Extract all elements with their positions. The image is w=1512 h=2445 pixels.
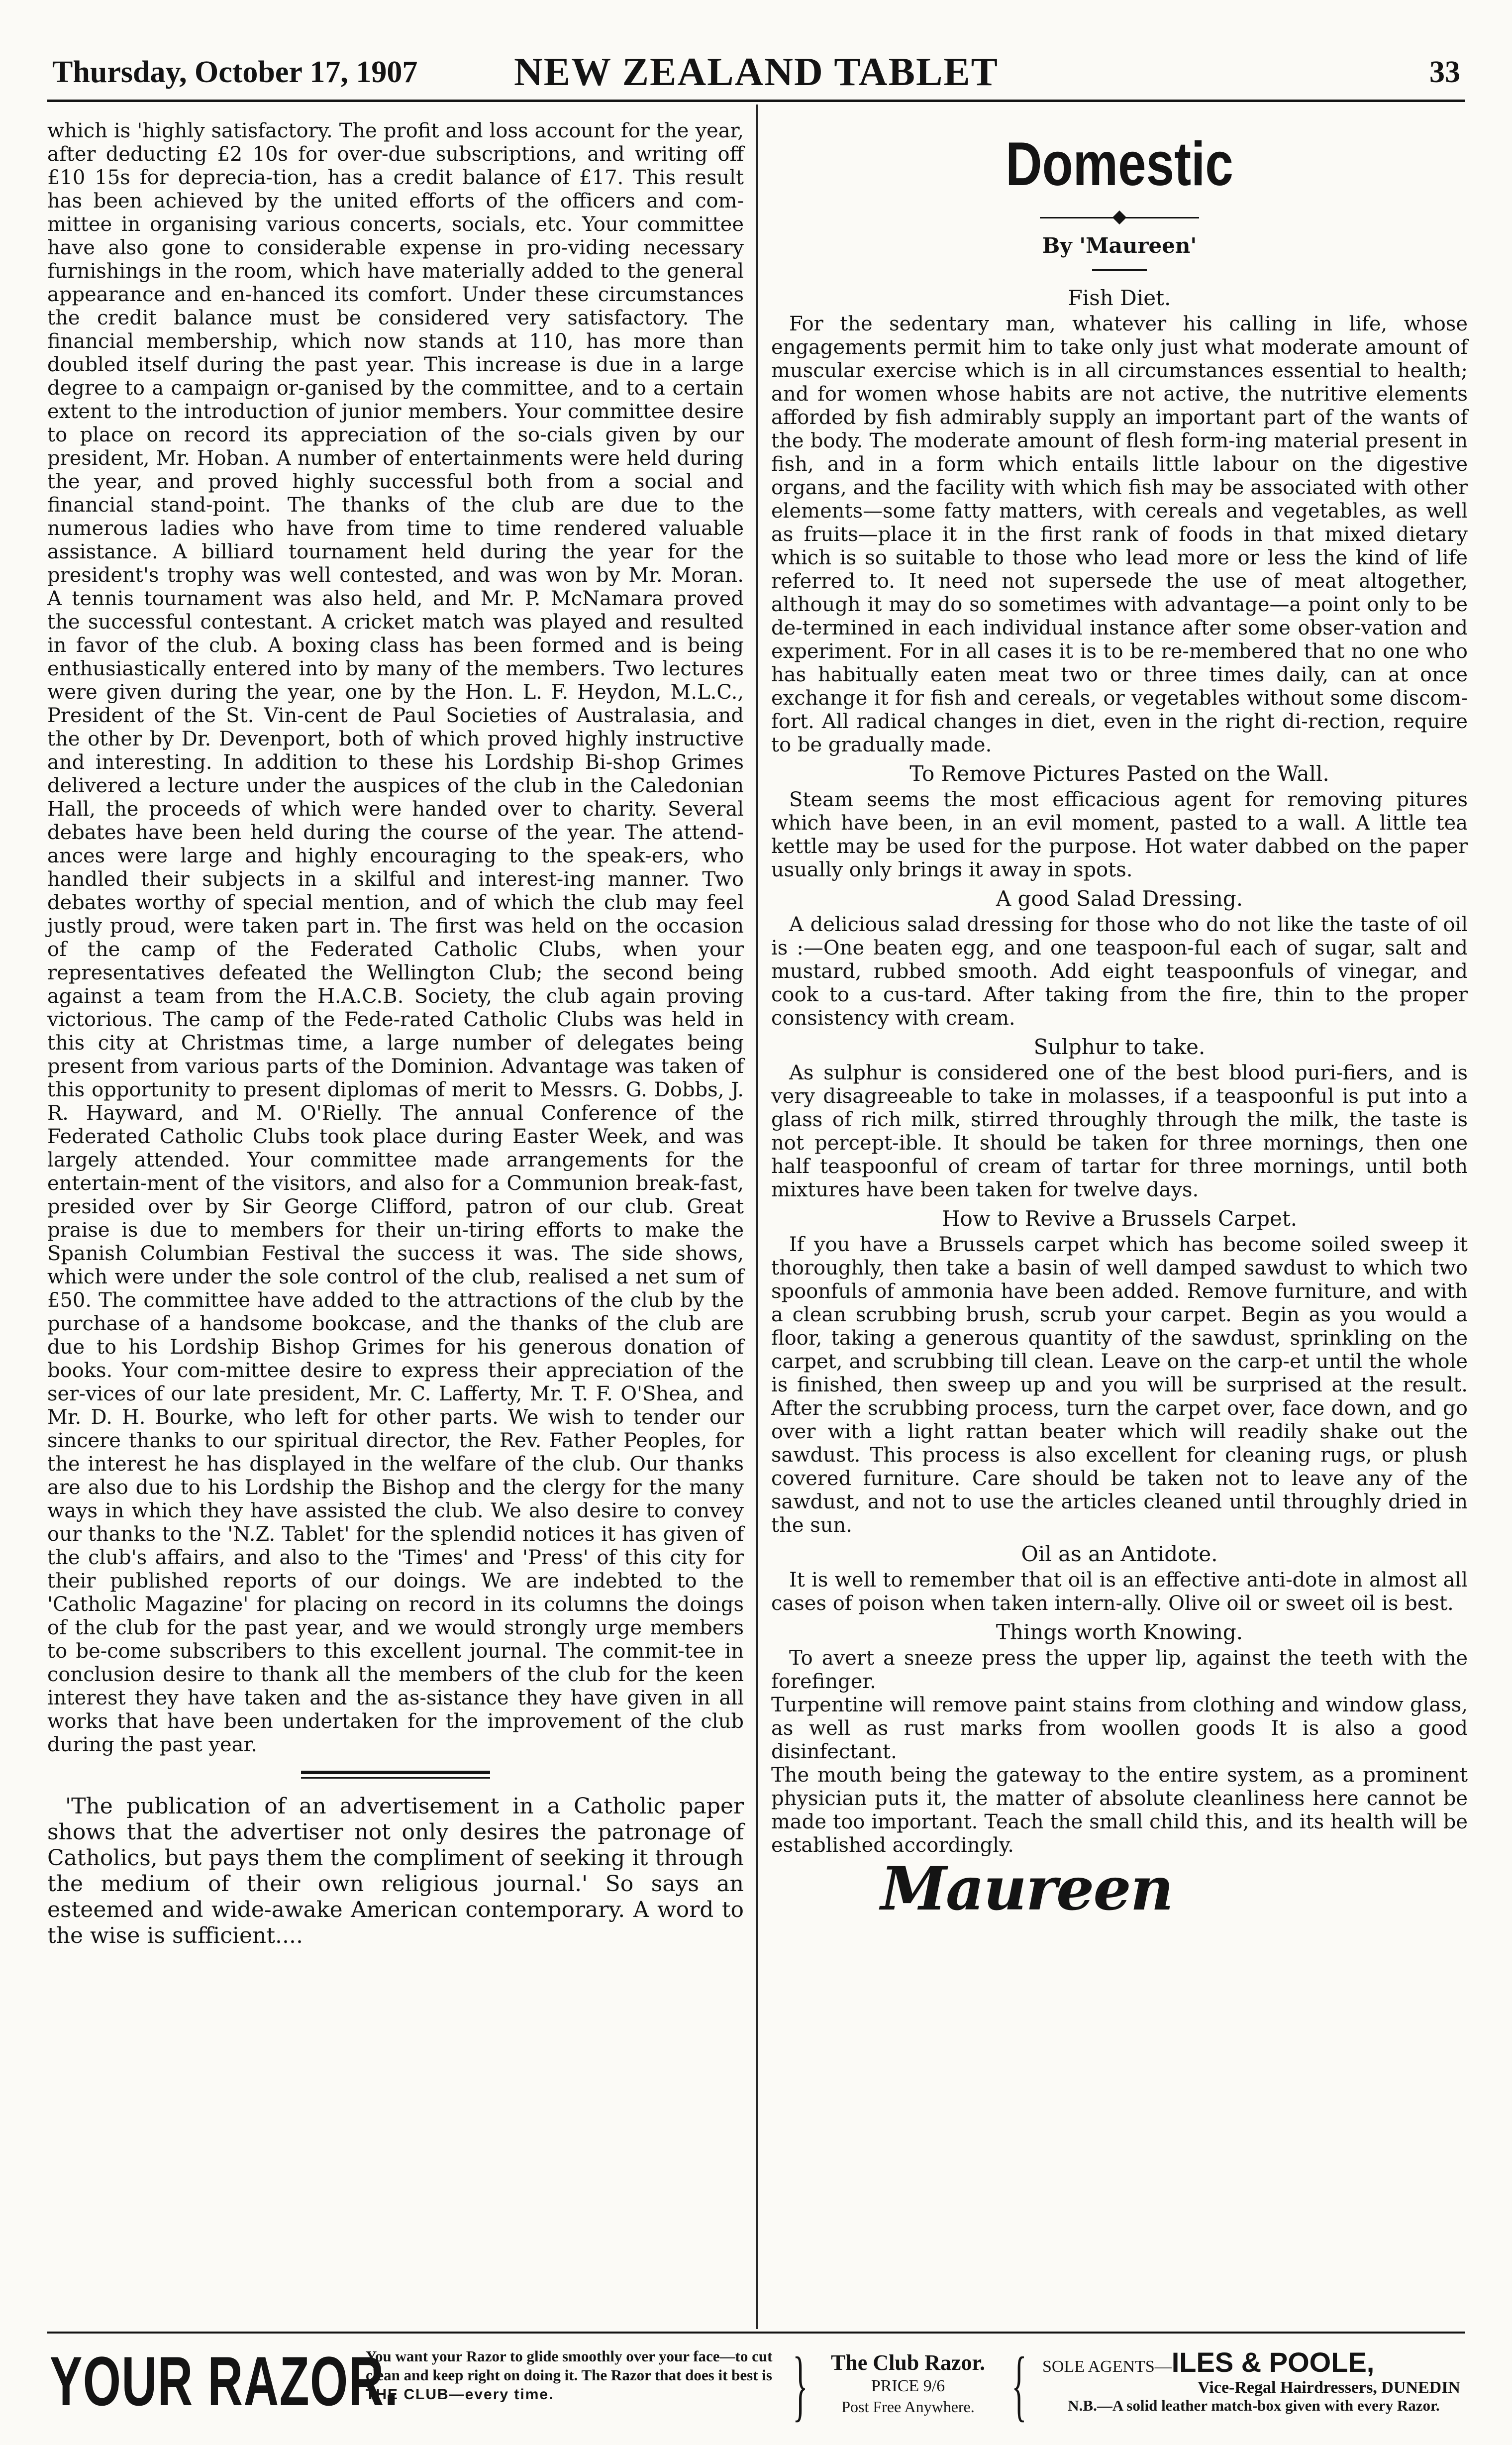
section-heading: Things worth Knowing. (996, 1620, 1243, 1644)
brace-right: { (1011, 2340, 1027, 2429)
domestic-title: Domestic (1006, 130, 1233, 199)
advertising-quote: 'The publication of an advertisement in a Catholic paper shows that the advertiser not only desires the patronage of Catholics, but pays them the compliment of seeking it through the medium of their own religious journal.' So says an esteemed and wide-awake American contemporary. A word to the wise is sufficient.... (47, 1794, 744, 1948)
page-header (47, 50, 1465, 97)
ad-body-brand: THE CLUB—every time. (366, 2386, 554, 2403)
footer-rule (47, 2332, 1465, 2334)
byline: By 'Maureen' (1042, 233, 1197, 258)
agents-note: N.B.—A solid leather match-box given with every Razor. (1068, 2397, 1440, 2414)
product-price: PRICE 9/6 (871, 2377, 945, 2395)
issue-date: Thursday, October 17, 1907 (52, 55, 418, 89)
agents-address: Vice-Regal Hairdressers, DUNEDIN (1198, 2378, 1460, 2397)
agents-name: ILES & POOLE, (1171, 2346, 1375, 2378)
section-heading: How to Revive a Brussels Carpet. (941, 1206, 1298, 1231)
section-text: For the sedentary man, whatever his calling in life, whose engagements permit him to take only just what moderate amount of muscular exercise which is in all circumstances essential to health; and for women whose habits are not active, the nutritive elements afforded by fish admirably supply an important part of the wants of the body. The moderate amount of flesh form-ing material present in fish, and in a form which entails little labour on the digestive organs, and the facility with which fish may be associated with other elements—some fatty matters, with cereals and vegetables, as well as fruits—place it in the first rank of foods in that mixed dietary which is so suitable to those who lead more or less the kind of life referred to. It need not supersede the use of meat altogether, although it may do so sometimes with advantage—a point only to be de-termined in each individual instance after some obser-vation and experiment. For in all cases it is to be re-membered that no one who has habitually eaten meat two or three times daily, can at once exchange it for fish and cereals, or vegetables without some discom-fort. All radical changes in diet, even in the right di-rection, require to be gradually made. (771, 313, 1468, 756)
ad-agents (1042, 2346, 1465, 2414)
section-text: A delicious salad dressing for those who do not like the taste of oil is :—One beaten egg, and one teaspoon-ful each of sugar, salt and mustard, rubbed smooth. Add eight teaspoonfuls of vinegar, and cook to a cus-tard. After taking from the fire, thin to the proper consistency with cream. (771, 913, 1468, 1030)
section-heading: Oil as an Antidote. (1021, 1542, 1218, 1566)
short-rule (1092, 269, 1147, 271)
masthead-title: NEW ZEALAND TABLET (513, 50, 999, 94)
header-rule (47, 100, 1465, 102)
separator-rule (301, 1771, 490, 1774)
section-heading: Fish Diet. (1068, 286, 1171, 310)
section-text: Steam seems the most efficacious agent for removing pitures which have been, in an evil moment, pasted to a wall. A little tea kettle may be used for the purpose. Hot water dabbed on the paper usually only brings it away in spots. (771, 788, 1468, 881)
signature-text: Maureen (881, 1854, 1173, 1924)
product-postage: Post Free Anywhere. (841, 2398, 975, 2416)
section-text: If you have a Brussels carpet which has become soiled sweep it thoroughly, then take a basin of well damped sawdust to which two spoonfuls of ammonia have been added. Remove furniture, and with a clean scrubbing brush, scrub your carpet. Begin as you would a floor, taking a generous quantity of the sawdust, sprinkling on the carpet, and scrubbing till clean. Leave on the carp-et until the whole is finished, then sweep up and you will be surprised at the result. After the scrubbing process, turn the carpet over, face down, and go over with a light rattan beater which will readily shake out the sawdust. This process is also excellent for cleaning rugs, or plush covered furniture. Care should be taken not to leave any of the sawdust, and not to use the articles cleaned until throughly dried in the sun. (771, 1233, 1468, 1537)
product-name: The Club Razor. (830, 2350, 986, 2375)
razor-advertisement (47, 2339, 1465, 2439)
ad-body-text: You want your Razor to glide smoothly over your face—to cut clean and keep right on doing it. The Razor that does it best is (366, 2347, 773, 2384)
separator-rule-thin (301, 1777, 490, 1779)
ad-headline: YOUR RAZOR. (50, 2342, 399, 2420)
club-report-paragraph: which is 'highly satisfactory. The profit and loss account for the year, after deducting £2 10s for over-due subscriptions, and writing off £10 15s for deprecia-tion, has a credit balance of £17. This result has been achieved by the united efforts of the officers and com-mittee in organising various concerts, socials, etc. Your committee have also gone to considerable expense in pro-viding necessary furnishings in the room, which have materially added to the general appearance and en-hanced its comfort. Under these circumstances the credit balance must be considered very satisfactory. The financial membership, which now stands at 110, has more than doubled itself during the past year. This increase is due in a large degree to a campaign or-ganised by the committee, and to a certain extent to the introduction of junior members. Your committee desire to place on record its appreciation of the so-cials given by our president, Mr. Hoban. A number of entertainments were held during the year, and proved highly successful both from a social and financial stand-point. The thanks of the club are due to the numerous ladies who have from time to time rendered valuable assistance. A billiard tournament held during the year for the president's trophy was well contested, and was won by Mr. Moran. A tennis tournament was also held, and Mr. P. McNamara proved the successful contestant. A cricket match was played and resulted in favor of the club. A boxing class has been formed and is being enthusiastically entered into by many of the members. Two lectures were given during the year, one by the Hon. L. F. Heydon, M.L.C., President of the St. Vin-cent de Paul Societies of Australasia, and the other by Dr. Devenport, both of which proved highly instructive and interesting. In addition to these his Lordship Bi-shop Grimes delivered a lecture under the auspices of the club in the Caledonian Hall, the proceeds of which were handed over to charity. Several debates have been held during the course of the year. The attend-ances were large and highly encouraging to the speak-ers, who handled their subjects in a skilful and interest-ing manner. Two debates worthy of special mention, and of which the club may feel justly proud, were taken part in. The first was held on the occasion of the camp of the Federated Catholic Clubs, when your representatives defeated the Wellington Club; the second being against a team from the H.A.C.B. Society, the club again proving victorious. The camp of the Fede-rated Catholic Clubs was held in this city at Christmas time, a large number of delegates being present from various parts of the Dominion. Advantage was taken of this opportunity to present diplomas of merit to Messrs. G. Dobbs, J. R. Hayward, and M. O'Rielly. The annual Conference of the Federated Catholic Clubs took place during Easter Week, and was largely attended. Your committee made arrangements for the entertain-ment of the visitors, and also for a Communion break-fast, presided over by Sir George Clifford, patron of our club. Great praise is due to members for their un-tiring efforts to make the Spanish Columbian Festival the success it was. The side shows, which were under the sole control of the club, realised a net sum of £50. The committee have added to the attractions of the club by the purchase of a handsome bookcase, and the thanks of the club are due to his Lordship Bishop Grimes for his generous donation of books. Your com-mittee desire to express their appreciation of the ser-vices of our late president, Mr. C. Lafferty, Mr. T. F. O'Shea, and Mr. D. H. Bourke, who left for other parts. We wish to tender our sincere thanks to our spiritual director, the Rev. Father Peoples, for the interest he has displayed in the welfare of the club. Our thanks are also due to his Lordship the Bishop and the clergy for the many ways in which they have assisted the club. We also desire to convey our thanks to the 'N.Z. Tablet' for the splendid notices it has given of the club's affairs, and also to the 'Times' and 'Press' of this city for their published reports of our doings. We are indebted to the 'Catholic Magazine' for placing on record in its columns the doings of the club for the past year, and we would strongly urge members to be-come subscribers to this excellent journal. The commit-tee in conclusion desire to thank all the members of the club for the keen interest they have taken and the as-sistance they have given in all works that have been undertaken for the improvement of the club during the past year. (47, 119, 744, 1756)
right-column (771, 119, 1468, 1924)
brace-left: } (793, 2340, 808, 2429)
section-text: As sulphur is considered one of the best blood puri-fiers, and is very disagreeable to take in molasses, if a teaspoonful is put into a glass of rich milk, stirred throughly through the milk, the taste is not percept-ible. It should be taken for three mornings, then one half teaspoonful of cream of tartar for three mornings, until both mixtures have been taken for twelve days. (771, 1062, 1468, 1201)
diamond-ornament (1040, 210, 1199, 225)
page-number: 33 (1429, 55, 1460, 89)
agents-label: SOLE AGENTS— (1042, 2357, 1172, 2376)
ad-body (366, 2347, 794, 2404)
column-divider (756, 105, 758, 2329)
section-heading: To Remove Pictures Pasted on the Wall. (909, 761, 1329, 786)
signature (881, 1854, 1468, 1924)
section-heading: Sulphur to take. (1033, 1035, 1206, 1059)
section-heading: A good Salad Dressing. (996, 886, 1243, 911)
ad-product (808, 2350, 1008, 2417)
left-column (47, 119, 744, 1949)
section-text: To avert a sneeze press the upper lip, against the teeth with the forefinger. Turpentine will remove paint stains from clothing and window glass, as well as rust marks from woollen goods It is also a good disinfectant. The mouth being the gateway to the entire system, as a prominent physician puts it, the matter of absolute cleanliness here cannot be made too important. Teach the small child this, and its health will be established accordingly. (771, 1647, 1468, 1857)
section-text: It is well to remember that oil is an effective anti-dote in almost all cases of poison when taken intern-ally. Olive oil or sweet oil is best. (771, 1569, 1468, 1615)
